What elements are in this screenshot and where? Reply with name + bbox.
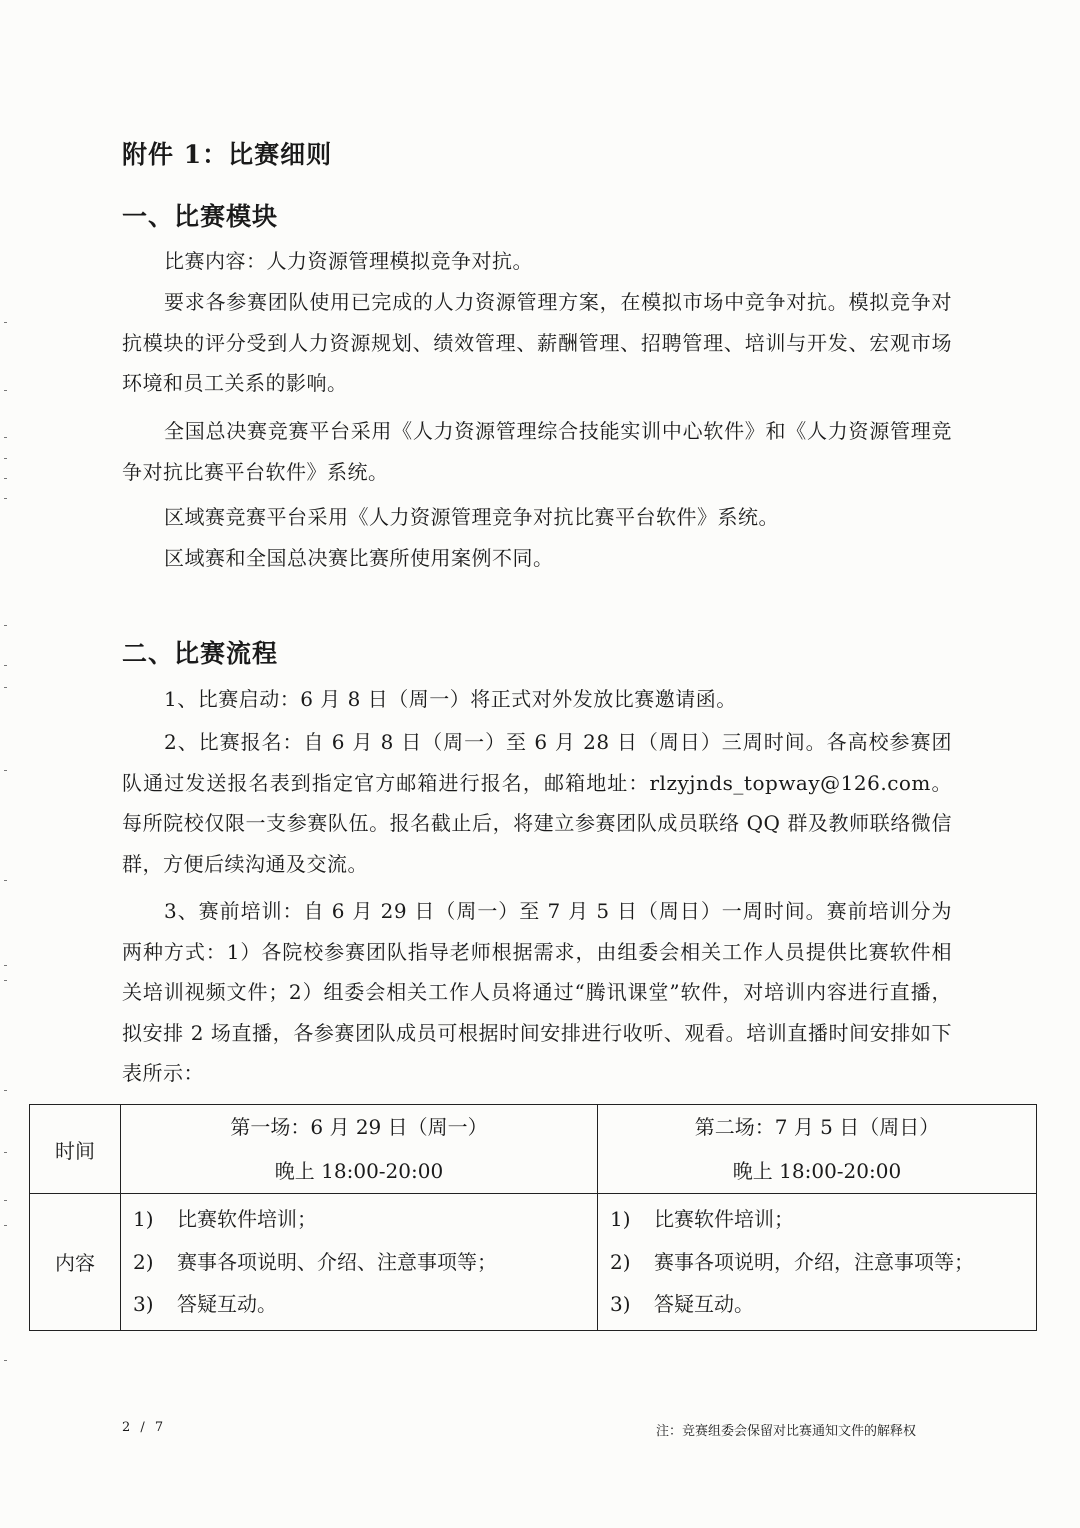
paragraph: 区域赛和全国总决赛比赛所使用案例不同。 [164,546,554,570]
paragraph: 要求各参赛团队使用已完成的人力资源管理方案，在模拟市场中竞争对抗。模拟竞争对抗模块的评分受到人力资源规划、绩效管理、薪酬管理、招聘管理、培训与开发、宏观市场环境和员工关系的影响。 [122,290,952,395]
list-item: 1) 比赛软件培训； [133,1207,317,1231]
list-item: 2) 赛事各项说明，介绍，注意事项等； [610,1249,974,1274]
session2-content-list [598,1194,1036,1330]
session1-cell [121,1105,598,1194]
paragraph: 全国总决赛竞赛平台采用《人力资源管理综合技能实训中心软件》和《人力资源管理竞争对抗比赛平台软件》系统。 [122,419,952,484]
section-title-process: 二、比赛流程 [122,639,279,668]
session2-cell [598,1105,1037,1194]
section-title-modules: 一、比赛模块 [122,202,279,231]
session1-title: 第一场：6 月 29 日（周一） [230,1115,488,1139]
page-number: 2 / 7 [122,1420,167,1435]
list-item: 1) 比赛软件培训； [610,1207,794,1231]
scan-margin-marks [4,0,12,1528]
training-schedule-table [29,1104,1037,1331]
session2-title: 第二场：7 月 5 日（周日） [694,1115,940,1139]
table-row-content [30,1194,1037,1331]
row-header-content: 内容 [30,1194,121,1331]
paragraph: 比赛内容：人力资源管理模拟竞争对抗。 [164,249,533,273]
session2-content-cell [598,1194,1037,1331]
session1-content-list [121,1194,597,1330]
paragraph: 区域赛竞赛平台采用《人力资源管理竞争对抗比赛平台软件》系统。 [164,505,779,529]
attachment-heading: 附件 1：比赛细则 [122,140,333,169]
table-row-time [30,1105,1037,1194]
paragraph: 3、赛前培训：自 6 月 29 日（周一）至 7 月 5 日（周日）一周时间。赛前培训分为两种方式：1）各院校参赛团队指导老师根据需求，由组委会相关工作人员提供比赛软件相关培训视频文件；2）组委会相关工作人员将通过“腾讯课堂”软件，对培训内容进行直播，拟安排 2 场直播，各参赛团队成员可根据时间安排进行收听、观看。培训直播时间安排如下表所示： [122,899,952,1085]
row-header-time: 时间 [30,1105,121,1194]
list-item: 2) 赛事各项说明、介绍、注意事项等； [133,1249,497,1274]
session2-time: 晚上 18:00-20:00 [732,1159,902,1183]
footer-note: 注：竞赛组委会保留对比赛通知文件的解释权 [656,1424,917,1439]
session1-time: 晚上 18:00-20:00 [274,1159,444,1183]
paragraph: 1、比赛启动：6 月 8 日（周一）将正式对外发放比赛邀请函。 [164,687,737,711]
session1-content-cell [121,1194,598,1331]
paragraph: 2、比赛报名：自 6 月 8 日（周一）至 6 月 28 日（周日）三周时间。各高校参赛团队通过发送报名表到指定官方邮箱进行报名，邮箱地址：rlzyjnds_topway@126.com。每所院校仅限一支参赛队伍。报名截止后，将建立参赛团队成员联络 QQ 群及教师联络微信群，方便后续沟通及交流。 [122,730,952,876]
list-item: 3) 答疑互动。 [610,1292,754,1316]
list-item: 3) 答疑互动。 [133,1292,277,1316]
